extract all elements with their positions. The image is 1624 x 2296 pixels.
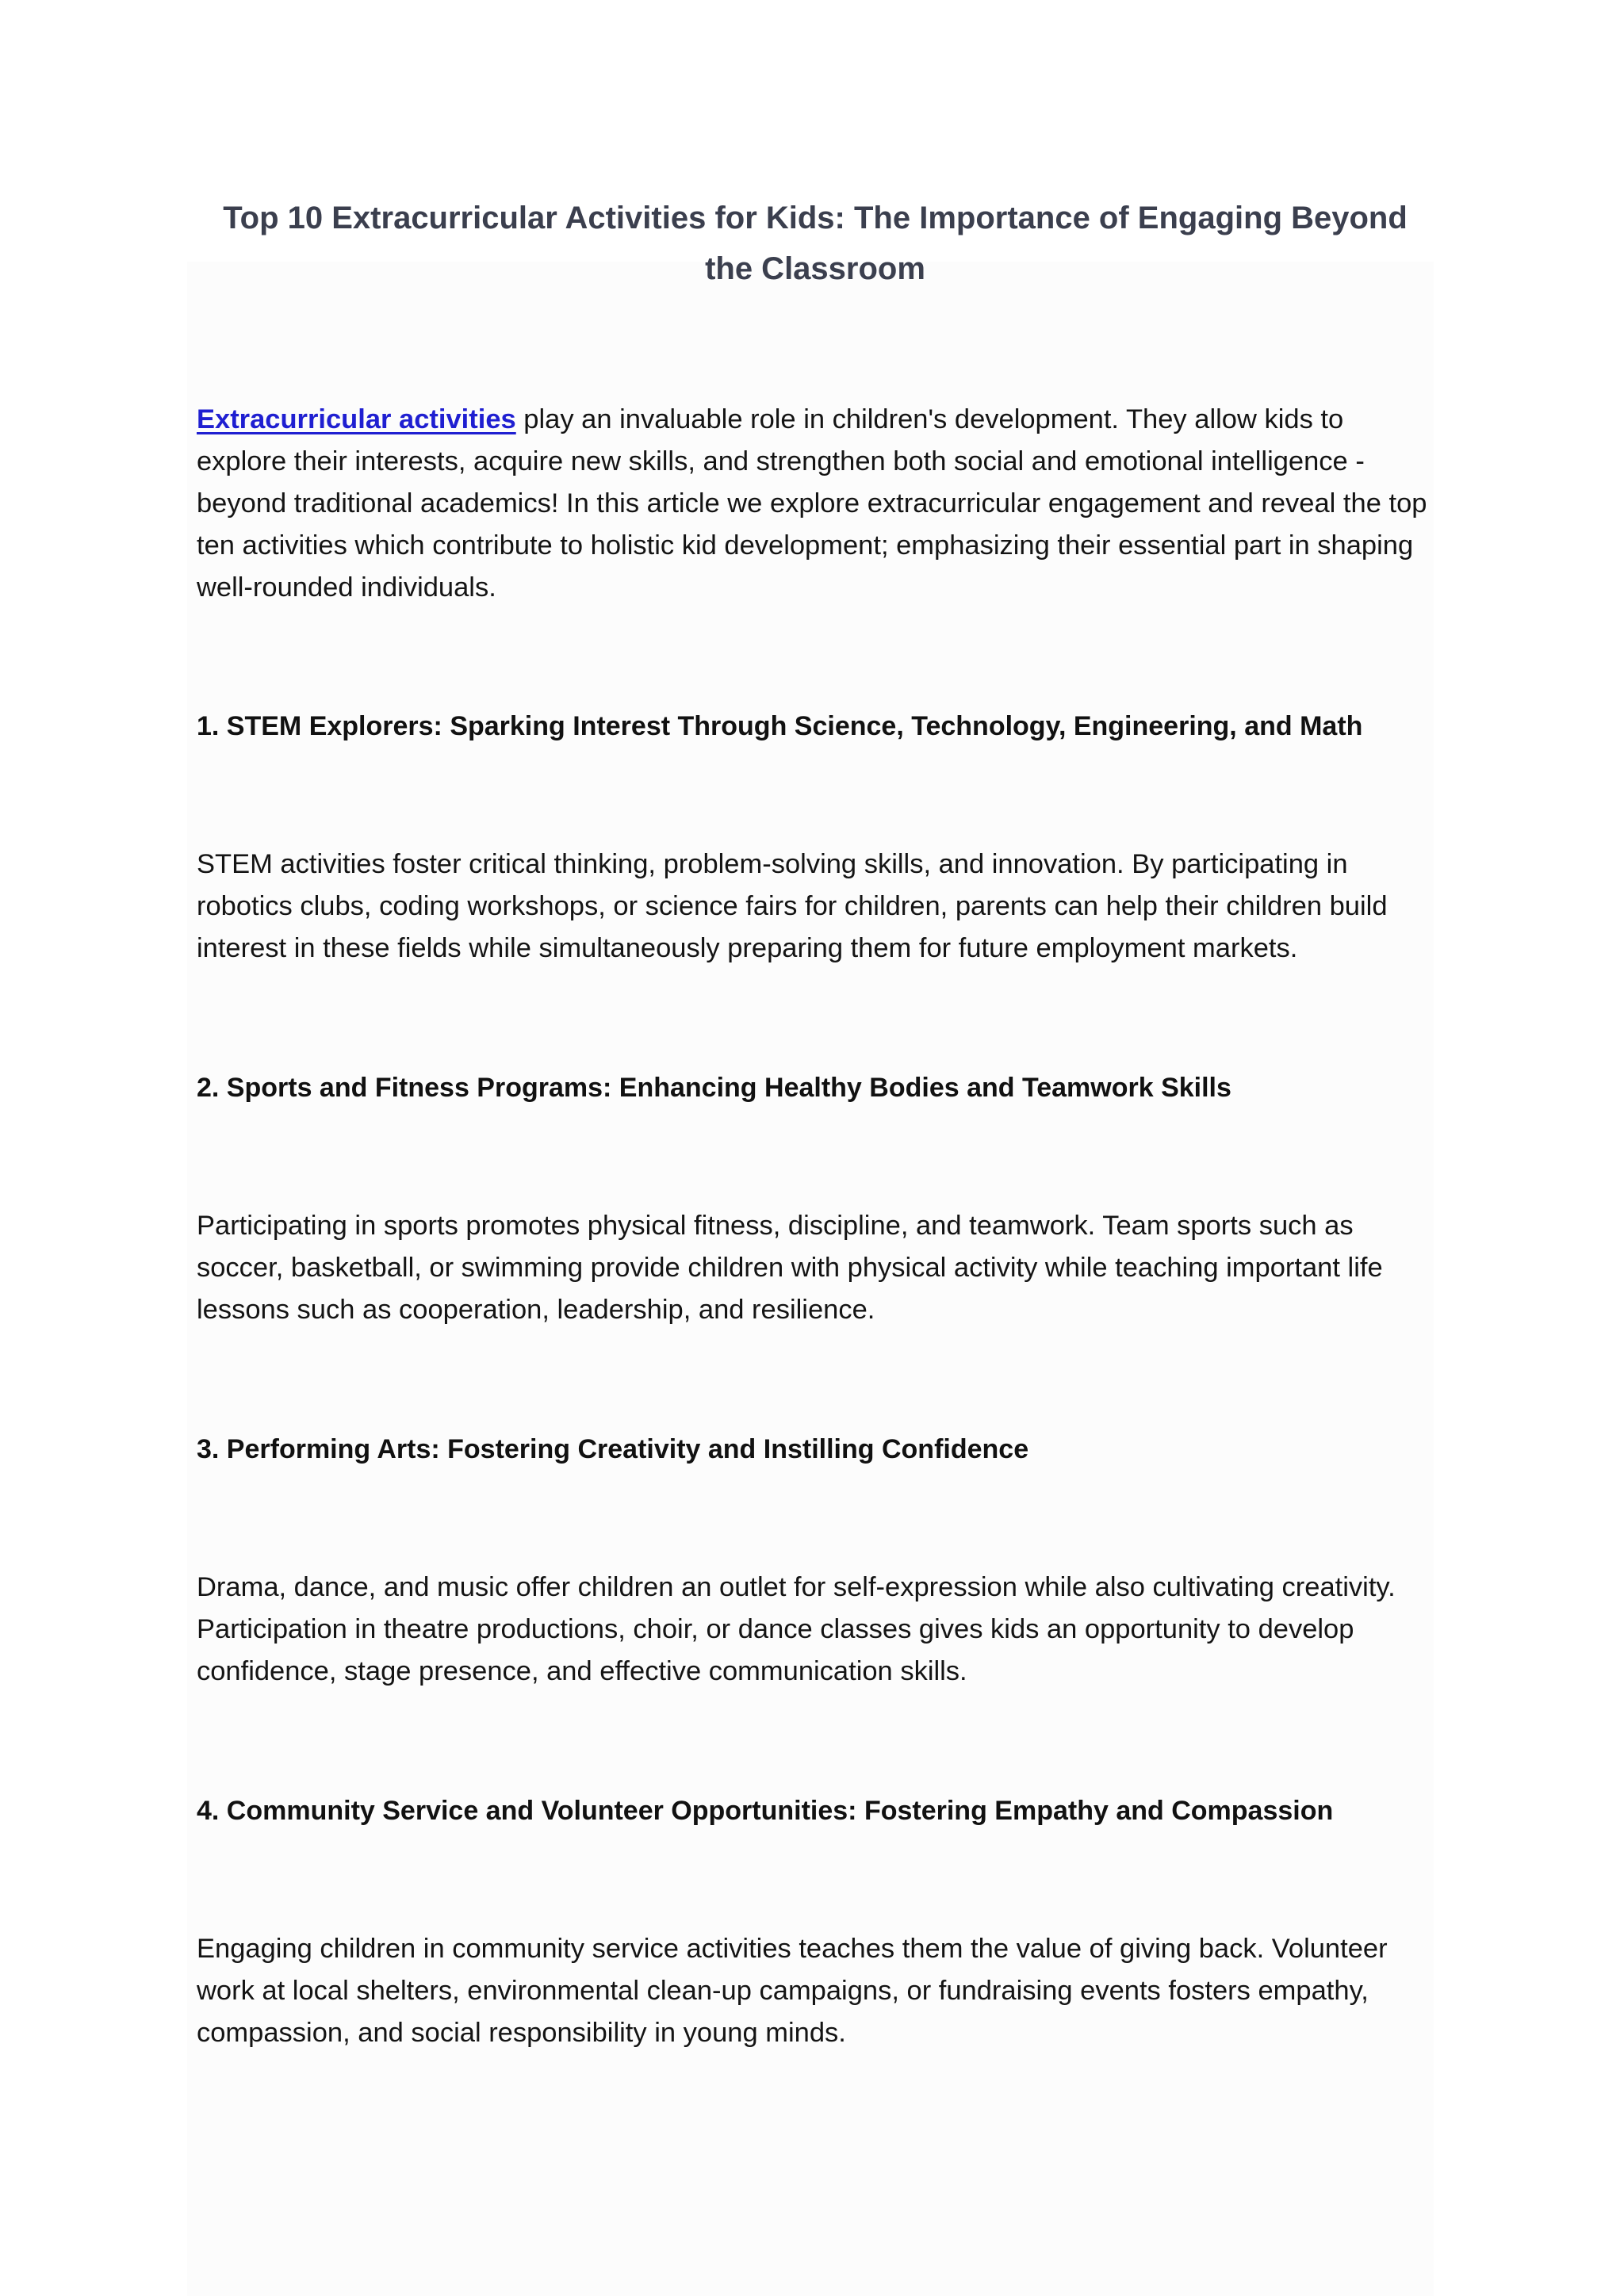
section-heading-performing-arts: 3. Performing Arts: Fostering Creativity and Instilling Confidence: [197, 1434, 1029, 1464]
intro-paragraph: [197, 399, 1434, 609]
extracurricular-activities-link[interactable]: Extracurricular activities: [197, 404, 516, 434]
section-body-community-service: Engaging children in community service activities teaches them the value of giving back. Volunteer work at local shelters, environmental clean-up campaigns, or fundraising events fosters empathy, compassion, and social responsibility in young minds.: [197, 1934, 1388, 2048]
section-heading-community-service: 4. Community Service and Volunteer Opportunities: Fostering Empathy and Compassion: [197, 1796, 1334, 1826]
section-body-stem: STEM activities foster critical thinking, problem-solving skills, and innovation. By participating in robotics clubs, coding workshops, or science fairs for children, parents can help their children build interest in these fields while simultaneously preparing them for future employment markets.: [197, 849, 1388, 963]
section-body-sports: Participating in sports promotes physical fitness, discipline, and teamwork. Team sports such as soccer, basketball, or swimming provide children with physical activity while teaching important life lessons such as cooperation, leadership, and resilience.: [197, 1211, 1383, 1325]
section-body-performing-arts: Drama, dance, and music offer children an outlet for self-expression while also cultivating creativity. Participation in theatre productions, choir, or dance classes gives kids an opportunity to develop confidence, stage presence, and effective communication skills.: [197, 1572, 1396, 1686]
section-heading-stem: 1. STEM Explorers: Sparking Interest Through Science, Technology, Engineering, and Math: [197, 711, 1363, 741]
intro-text: play an invaluable role in children's development. They allow kids to explore their interests, acquire new skills, and strengthen both social and emotional intelligence - beyond traditional academics! In this article we explore extracurricular engagement and reveal the top ten activities which contribute to holistic kid development; emphasizing their essential part in shaping well-rounded individuals.: [197, 404, 1427, 603]
article-title: Top 10 Extracurricular Activities for Kids: The Importance of Engaging Beyond the Classroom: [223, 201, 1408, 286]
section-heading-sports: 2. Sports and Fitness Programs: Enhancing Healthy Bodies and Teamwork Skills: [197, 1073, 1231, 1103]
